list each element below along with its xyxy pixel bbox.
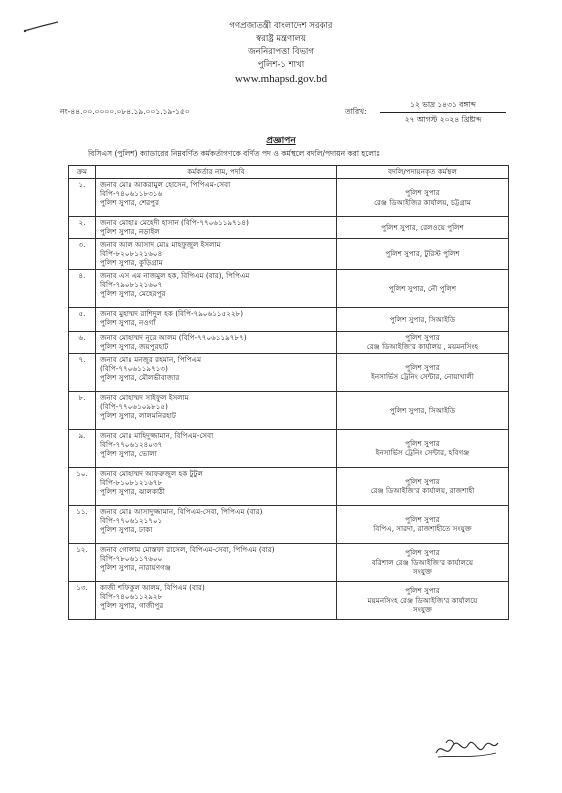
posting-line: রেঞ্জ ডিআইজি'র কার্যালয়, রাজশাহী <box>370 486 475 496</box>
officer-line: বিপি-৮২০৮১২১৬০৪ <box>100 249 163 259</box>
posting-cell <box>337 505 509 543</box>
serial-cell: ১৩. <box>69 581 96 619</box>
table-row <box>69 217 509 239</box>
officer-line: পুলিশ সুপার, মেহেরপুর <box>100 289 166 299</box>
notice-intro: বিসিএস (পুলিশ) ক্যাডারের নিম্নবর্ণিত কর্মকর্তাগণকে বর্ণিত পদ ও কর্মস্থলে বদলি/পদায়ন করা হলোঃ <box>88 149 381 158</box>
officer-line: জনাব মোহাম্মদ সাইফুল ইসলাম <box>100 392 189 402</box>
officer-cell <box>96 581 337 619</box>
date-label: তারিখ: <box>345 107 367 116</box>
posting-line: পুলিশ সুপার <box>405 438 440 448</box>
officer-line: বিপি-৮১০৮১২১৬৭৮ <box>100 477 163 487</box>
date-divider <box>380 112 506 113</box>
posting-cell <box>337 331 509 353</box>
serial-cell: ৫. <box>69 307 96 331</box>
serial-cell: ১. <box>69 179 96 217</box>
officer-cell <box>96 239 337 270</box>
serial-cell: ৮. <box>69 391 96 429</box>
posting-line: পুলিশ সুপার <box>405 514 440 524</box>
officer-line: জনাব মোহাম্মদ আফরুজুল হক টুটুল <box>100 468 203 478</box>
table-row <box>69 307 509 331</box>
posting-cell <box>337 217 509 239</box>
table-row <box>69 505 509 543</box>
posting-cell <box>337 543 509 581</box>
officer-line: জনাব মোহাম্মদ নূরে আলম (বিপি-৭৭০৬১১৯৭৮৭) <box>100 332 247 342</box>
posting-line: পুলিশ সুপার <box>405 476 440 486</box>
officer-cell <box>96 543 337 581</box>
posting-cell <box>337 429 509 467</box>
officer-line: পুলিশ সুপার, কুড়িগ্রাম <box>100 258 163 268</box>
date-bangla: ১২ ভাদ্র ১৪৩১ বঙ্গাব্দ <box>410 100 476 109</box>
header-serial: ক্রম <box>69 166 96 179</box>
officer-line: বিপি-৭৯০৮১২১৬০৭ <box>100 279 163 289</box>
posting-line: বরিশাল রেঞ্জ ডিআইজি'র কার্যালয়ে <box>371 557 474 567</box>
posting-line: সংযুক্ত <box>413 604 432 614</box>
officer-line: বিপি-৭৮০৬১১৭৬০০ <box>100 553 163 563</box>
posting-cell <box>337 581 509 619</box>
memo-number: নং-৪৪.০০.০০০০.০৮৪.১৯.০০১.১৯-১৫০ <box>60 107 190 116</box>
header-officer: কর্মকর্তার নাম, পদবি <box>96 166 337 179</box>
posting-line: পুলিশ সুপার <box>405 586 440 596</box>
posting-line: পুলিশ সুপার, টুরিস্ট পুলিশ <box>385 249 460 259</box>
table-row <box>69 391 509 429</box>
officer-cell <box>96 391 337 429</box>
officer-cell <box>96 307 337 331</box>
posting-line: পুলিশ সুপার <box>405 548 440 558</box>
officer-line: পুলিশ সুপার, গাজীপুর <box>100 601 164 611</box>
officer-line: জনাব মোহাঃ মেহেদী হাসান (বিপি-৭৭০৬১১৯৭১৪) <box>100 218 249 227</box>
posting-line: ইনসার্ভিস ট্রেনিং সেন্টার, নোয়াখালী <box>371 372 474 382</box>
table-row <box>69 239 509 270</box>
signature <box>432 735 502 763</box>
table-row <box>69 467 509 505</box>
officer-line: পুলিশ সুপার, ভোলা <box>100 449 157 459</box>
branch-name: পুলিশ-১ শাখা <box>257 60 305 70</box>
posting-line: পুলিশ সুপার <box>405 188 440 198</box>
officer-line: পুলিশ সুপার, ঝালকাঠী <box>100 487 165 497</box>
posting-line: পুলিশ সুপার, সিআইডি <box>389 314 456 324</box>
officer-cell <box>96 179 337 217</box>
govt-name: গণপ্রজাতন্ত্রী বাংলাদেশ সরকার <box>229 21 333 31</box>
posting-line: রেঞ্জ ডিআইজির কার্যালয়, চট্টগ্রাম <box>374 197 471 207</box>
officer-line: পুলিশ সুপার, নওগাঁ <box>100 317 156 327</box>
posting-line: পুলিশ সুপার <box>405 332 440 342</box>
officer-cell <box>96 217 337 239</box>
posting-line: ময়মনসিংহ রেঞ্জ ডিআইজি'র কার্যালয়ে <box>367 595 478 605</box>
officer-line: বিপি-৭৪০৬১১৮৩১৬ <box>100 189 163 199</box>
officer-cell <box>96 505 337 543</box>
header-posting: বদলি/পদায়নকৃত কর্মস্থল <box>337 166 509 179</box>
officer-line: জনাব মুহাম্মদ রাশিদুল হক (বিপি-৭৯০৬১১৫২২৮) <box>100 308 244 318</box>
posting-cell <box>337 307 509 331</box>
table-header-row <box>69 166 509 179</box>
officer-line: কাজী শফিকুল আলম, বিপিএম (বার) <box>100 582 205 592</box>
officer-line: জনাব আল আসাদ মোঃ মাহফুজুল ইসলাম <box>100 240 221 249</box>
serial-cell: ১২. <box>69 543 96 581</box>
officer-line: জনাব গোলাম মোস্তফা রাসেল, বিপিএম-সেবা, পিপিএম (বার) <box>100 544 275 554</box>
officer-line: পুলিশ সুপার, জয়পুরহাট <box>100 341 169 351</box>
officer-line: পুলিশ সুপার, লালমনিরহাট <box>100 411 176 421</box>
officer-line: বিপি-৭৪০৬১১২৯২৮ <box>100 591 163 601</box>
posting-cell <box>337 391 509 429</box>
serial-cell: ২. <box>69 217 96 239</box>
officer-line: পুলিশ সুপার, নারায়ণগঞ্জ <box>100 563 171 573</box>
posting-cell <box>337 179 509 217</box>
table-row <box>69 543 509 581</box>
date-english: ২৭ আগস্ট ২০২৪ খ্রিষ্টাব্দ <box>404 115 482 124</box>
officer-line: জনাব মোঃ মাহিদুজ্জামান, বিপিএম-সেবা <box>100 430 214 440</box>
officer-cell <box>96 429 337 467</box>
table-row <box>69 331 509 353</box>
serial-cell: ৭. <box>69 353 96 391</box>
officer-line: পুলিশ সুপার, মৌলভীবাজার <box>100 373 180 383</box>
table-row <box>69 179 509 217</box>
notice-title: প্রজ্ঞাপন <box>266 136 296 146</box>
serial-cell: ৩. <box>69 239 96 270</box>
ministry-name: স্বরাষ্ট্র মন্ত্রণালয় <box>256 34 306 44</box>
posting-cell <box>337 467 509 505</box>
posting-line: রেঞ্জ ডিআইজি'র কার্যালয় , ময়মনসিংহ <box>366 342 479 352</box>
officer-line: পুলিশ সুপার, নড়াইল <box>100 227 160 237</box>
posting-line: পুলিশ সুপার, সিআইডি <box>389 405 456 415</box>
serial-cell: ৯. <box>69 429 96 467</box>
officer-line: (বিপি-৭৭০৬১১৯৭১৩) <box>100 363 168 373</box>
posting-line: সংযুক্ত <box>413 566 432 576</box>
posting-line: পুলিশ সুপার <box>405 362 440 372</box>
serial-cell: ১০. <box>69 467 96 505</box>
transfer-table <box>68 165 509 620</box>
officer-cell <box>96 269 337 307</box>
officer-line: জনাব এস এম নাজমুল হক, বিপিএম (বার), পিপিএম <box>100 270 250 280</box>
posting-line: পুলিশ সুপার, রেলওয়ে পুলিশ <box>381 222 464 232</box>
table-row <box>69 353 509 391</box>
officer-cell <box>96 353 337 391</box>
table-row <box>69 269 509 307</box>
officer-line: পুলিশ সুপার, শেরপুর <box>100 198 160 208</box>
serial-cell: ৬. <box>69 331 96 353</box>
table-row <box>69 429 509 467</box>
posting-line: ইনসার্ভিস ট্রেনিং সেন্টার, হবিগঞ্জ <box>375 448 470 458</box>
officer-cell <box>96 331 337 353</box>
officer-line: (বিপি-৭৭০৬১০৯৮১৫) <box>100 401 168 411</box>
posting-cell <box>337 353 509 391</box>
posting-cell <box>337 269 509 307</box>
table-row <box>69 581 509 619</box>
officer-cell <box>96 467 337 505</box>
website-url: www.mhapsd.gov.bd <box>234 73 328 85</box>
officer-line: পুলিশ সুপার, ঢাকা <box>100 525 153 535</box>
officer-line: জনাব মোঃ আকরামুল হোসেন, পিপিএম-সেবা <box>100 180 231 189</box>
posting-line: পুলিশ সুপার, নৌ পুলিশ <box>388 283 457 293</box>
serial-cell: ৪. <box>69 269 96 307</box>
posting-line: বিপিএ, সারদা, রাজশাহীতে সংযুক্ত <box>373 524 472 534</box>
officer-line: বিপি-৭৭০৬১২৪০৩৭ <box>100 439 163 449</box>
posting-cell <box>337 239 509 270</box>
officer-line: জনাব মোঃ আসাদুজ্জামান, বিপিএম-সেবা, পিপিএম (বার) <box>100 506 263 516</box>
division-name: জননিরাপত্তা বিভাগ <box>248 47 314 57</box>
serial-cell: ১১. <box>69 505 96 543</box>
officer-line: বিপি-৭৭০৬১২১৭০১ <box>100 515 163 525</box>
officer-line: জনাব মোঃ মনজুর রহমান, পিপিএম <box>100 354 202 364</box>
